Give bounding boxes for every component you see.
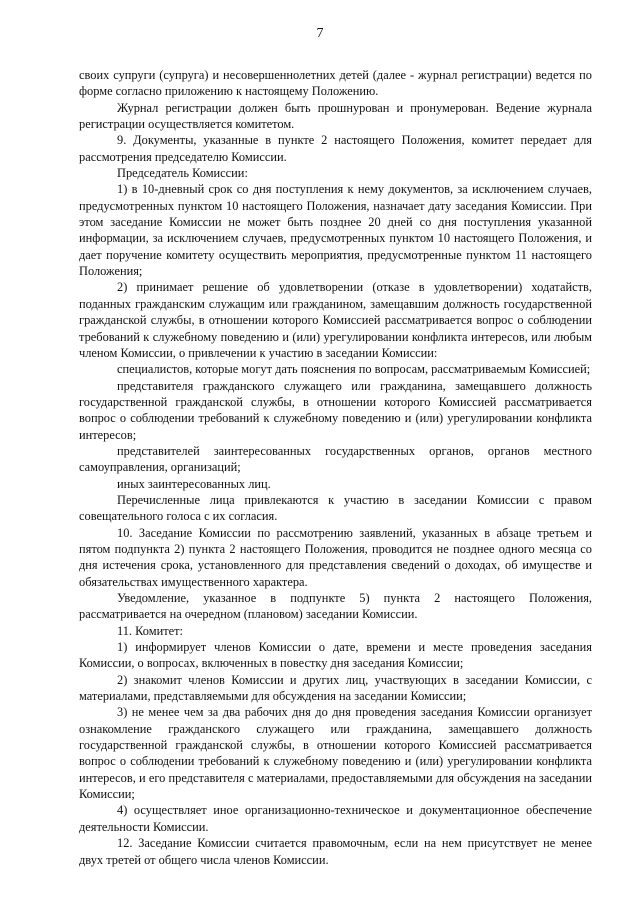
- paragraph-committee-sub-2: 2) знакомит членов Комиссии и других лиц, участвующих в заседании Комиссии, с материалами, представляемыми для обсуждения на заседании Комиссии;: [79, 672, 592, 704]
- paragraph-other-persons: иных заинтересованных лиц.: [117, 476, 271, 491]
- paragraph-notification: Уведомление, указанное в подпункте 5) пункта 2 настоящего Положения, рассматривается на очередном (плановом) заседании Комиссии.: [79, 591, 592, 622]
- paragraph-chairman-sub-1: 1) в 10-дневный срок со дня поступления к нему документов, за исключением случаев, предусмотренных пунктом 10 настоящего Положения, назначает дату заседания Комиссии. При этом заседание Комиссии не может быть позднее 20 дней со дня поступления указанной информации, за исключением случаев, предусмотренных пунктом 10 настоящего Положения, и дает поручение комитету осуществить мероприятия, предусмотренные пунктом 11 настоящего Положения;: [79, 182, 592, 279]
- document-body: [79, 67, 592, 868]
- paragraph-journal-registration: Журнал регистрации должен быть прошнурован и пронумерован. Ведение журнала регистрации осуществляется комитетом.: [79, 100, 592, 132]
- paragraph-committee-sub-4: 4) осуществляет иное организационно-техническое и документационное обеспечение деятельности Комиссии.: [79, 803, 592, 834]
- paragraph-specialists: специалистов, которые могут дать пояснения по вопросам, рассматриваемым Комиссией;: [117, 362, 591, 377]
- paragraph-item-12: 12. Заседание Комиссии считается правомочным, если на нем присутствует не менее двух третей от общего числа членов Комиссии.: [79, 836, 592, 867]
- paragraph-chairman-sub-2: 2) принимает решение об удовлетворении (отказе в удовлетворении) ходатайств, поданных гражданским служащим или гражданином, замещавшим должность государственной гражданской службы, в отношении которого Комиссией рассматривается вопрос о соблюдении требований к служебному поведению и (или) урегулировании конфликта интересов, или любым членом Комиссии, о привлечении к участию в заседании Комиссии:: [79, 280, 592, 360]
- paragraph-chairman-heading: Председатель Комиссии:: [117, 166, 248, 181]
- paragraph-committee-sub-1: 1) информирует членов Комиссии о дате, времени и месте проведения заседания Комиссии, о вопросах, включенных в повестку дня заседания Комиссии;: [79, 640, 592, 671]
- paragraph-continuation: своих супруги (супруга) и несовершеннолетних детей (далее - журнал регистрации) ведется по форме согласно приложению к настоящему Положению.: [79, 68, 592, 99]
- paragraph-committee-sub-3: 3) не менее чем за два рабочих дня до дня проведения заседания Комиссии организует ознакомление гражданского служащего или гражданина, замещавшего должность государственной гражданской службы, в отношении которого Комиссией рассматривается вопрос о соблюдении требований к служебному поведению и (или) урегулировании конфликта интересов, и его представителя с материалами, предоставляемыми для обсуждения на заседании Комиссии;: [79, 705, 592, 802]
- paragraph-advisory-vote: Перечисленные лица привлекаются к участию в заседании Комиссии с правом совещательного голоса с их согласия.: [79, 492, 592, 524]
- paragraph-item-11-heading: 11. Комитет:: [117, 623, 183, 638]
- paragraph-representative: представителя гражданского служащего или гражданина, замещавшего должность государственной гражданской службы, в отношении которого Комиссией рассматривается вопрос о соблюдении требований к служебному поведению и (или) урегулировании конфликта интересов;: [79, 378, 592, 442]
- paragraph-item-10: 10. Заседание Комиссии по рассмотрению заявлений, указанных в абзаце третьем и пятом подпункта 2) пункта 2 настоящего Положения, проводится не позднее одного месяца со дня истечения срока, установленного для представления сведений о доходах, об имуществе и обязательствах имущественного характера.: [79, 525, 592, 589]
- page-number: 7: [316, 26, 324, 41]
- paragraph-state-bodies: представителей заинтересованных государственных органов, органов местного самоуправления, организаций;: [79, 443, 592, 475]
- paragraph-item-9: 9. Документы, указанные в пункте 2 настоящего Положения, комитет передает для рассмотрения председателю Комиссии.: [79, 133, 592, 164]
